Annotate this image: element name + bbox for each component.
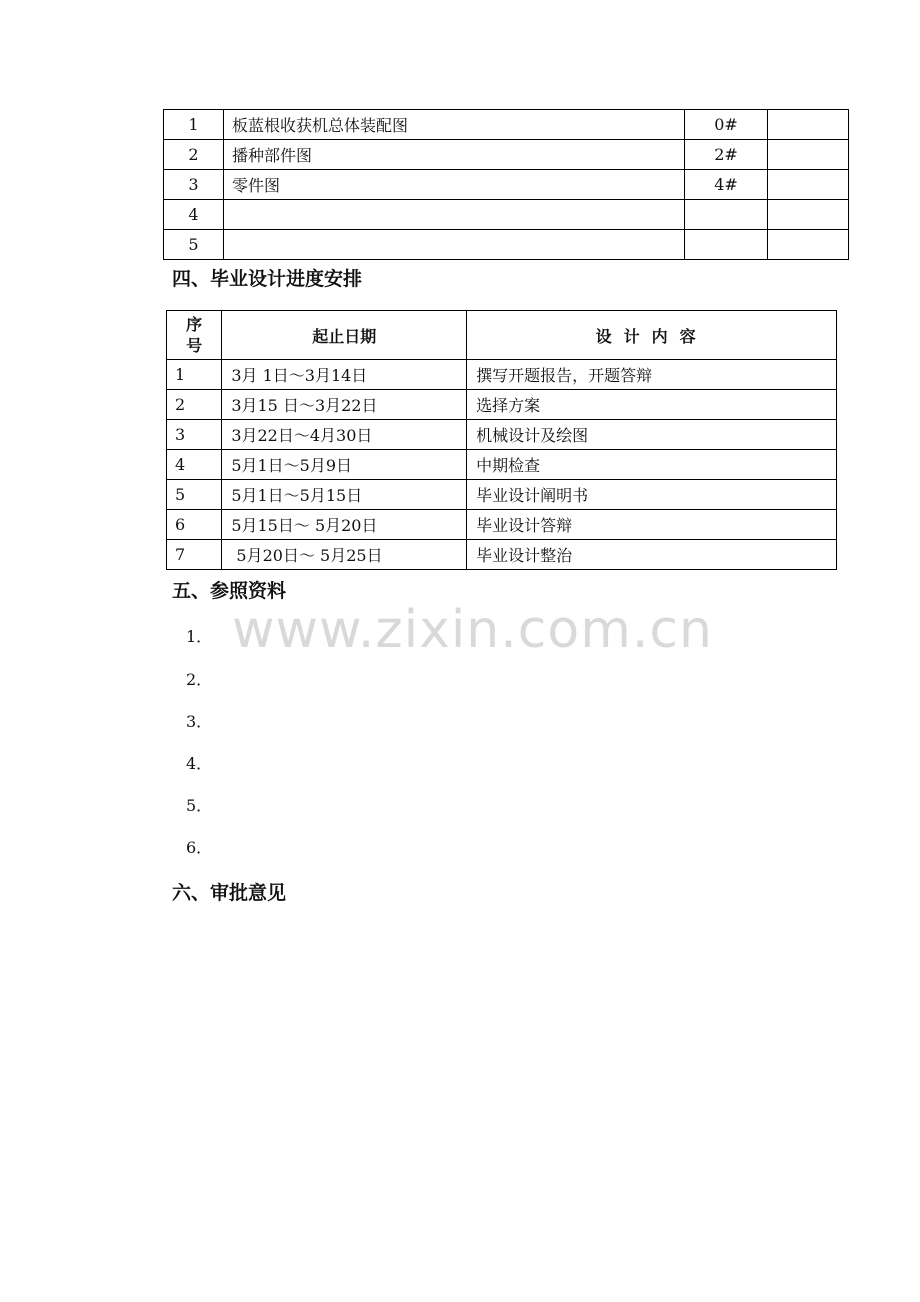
row-content: 选择方案	[467, 390, 837, 420]
row-number: 5	[164, 230, 224, 260]
table-row	[167, 450, 837, 480]
row-number: 2	[164, 140, 224, 170]
drawing-extra	[768, 230, 849, 260]
drawing-extra	[768, 200, 849, 230]
row-number: 3	[164, 170, 224, 200]
drawing-size	[685, 230, 768, 260]
table-row	[167, 420, 837, 450]
row-number: 4	[167, 450, 222, 480]
table-row	[167, 510, 837, 540]
header-number-line1: 序	[186, 315, 203, 334]
reference-item: 2．	[186, 670, 213, 689]
row-number: 4	[164, 200, 224, 230]
table-row	[167, 480, 837, 510]
drawing-size: 4#	[685, 170, 768, 200]
row-date: 3月15 日～3月22日	[222, 390, 467, 420]
table-row	[167, 540, 837, 570]
header-number-line2: 号	[186, 336, 203, 355]
reference-item: 4．	[186, 754, 213, 773]
section-heading-approval: 六、审批意见	[172, 882, 287, 904]
reference-item: 6．	[186, 838, 213, 857]
row-content: 撰写开题报告，开题答辩	[467, 360, 837, 390]
section-heading-references: 五、参照资料	[172, 580, 287, 602]
row-number: 3	[167, 420, 222, 450]
row-date: 3月22日～4月30日	[222, 420, 467, 450]
drawing-name: 板蓝根收获机总体装配图	[224, 110, 685, 140]
reference-item: 3．	[186, 712, 213, 731]
table-row	[164, 200, 849, 230]
drawing-extra	[768, 170, 849, 200]
table-header-row	[167, 311, 837, 360]
row-number: 1	[164, 110, 224, 140]
drawing-size: 0#	[685, 110, 768, 140]
drawings-table	[163, 109, 849, 260]
reference-item: 1．	[186, 627, 213, 646]
row-number: 1	[167, 360, 222, 390]
row-number: 5	[167, 480, 222, 510]
row-content: 机械设计及绘图	[467, 420, 837, 450]
drawing-size	[685, 200, 768, 230]
schedule-table	[166, 310, 837, 570]
row-date: 5月20日～ 5月25日	[222, 540, 467, 570]
row-content: 毕业设计阐明书	[467, 480, 837, 510]
reference-item: 5．	[186, 796, 213, 815]
row-number: 6	[167, 510, 222, 540]
watermark: www.zixin.com.cn	[232, 600, 713, 660]
drawing-extra	[768, 140, 849, 170]
table-row	[164, 140, 849, 170]
row-content: 毕业设计整治	[467, 540, 837, 570]
row-number: 7	[167, 540, 222, 570]
drawing-name	[224, 230, 685, 260]
row-content: 中期检查	[467, 450, 837, 480]
row-number: 2	[167, 390, 222, 420]
table-row	[164, 110, 849, 140]
table-row	[164, 170, 849, 200]
row-date: 3月 1日～3月14日	[222, 360, 467, 390]
row-date: 5月15日～ 5月20日	[222, 510, 467, 540]
table-row	[164, 230, 849, 260]
drawing-name	[224, 200, 685, 230]
drawing-name: 播种部件图	[224, 140, 685, 170]
header-date: 起止日期	[222, 311, 467, 360]
header-number	[167, 311, 222, 360]
table-row	[167, 360, 837, 390]
row-date: 5月1日～5月9日	[222, 450, 467, 480]
header-content: 设计内容	[467, 311, 837, 360]
section-heading-schedule: 四、毕业设计进度安排	[172, 268, 363, 290]
drawing-size: 2#	[685, 140, 768, 170]
drawing-name: 零件图	[224, 170, 685, 200]
row-content: 毕业设计答辩	[467, 510, 837, 540]
drawing-extra	[768, 110, 849, 140]
table-row	[167, 390, 837, 420]
row-date: 5月1日～5月15日	[222, 480, 467, 510]
